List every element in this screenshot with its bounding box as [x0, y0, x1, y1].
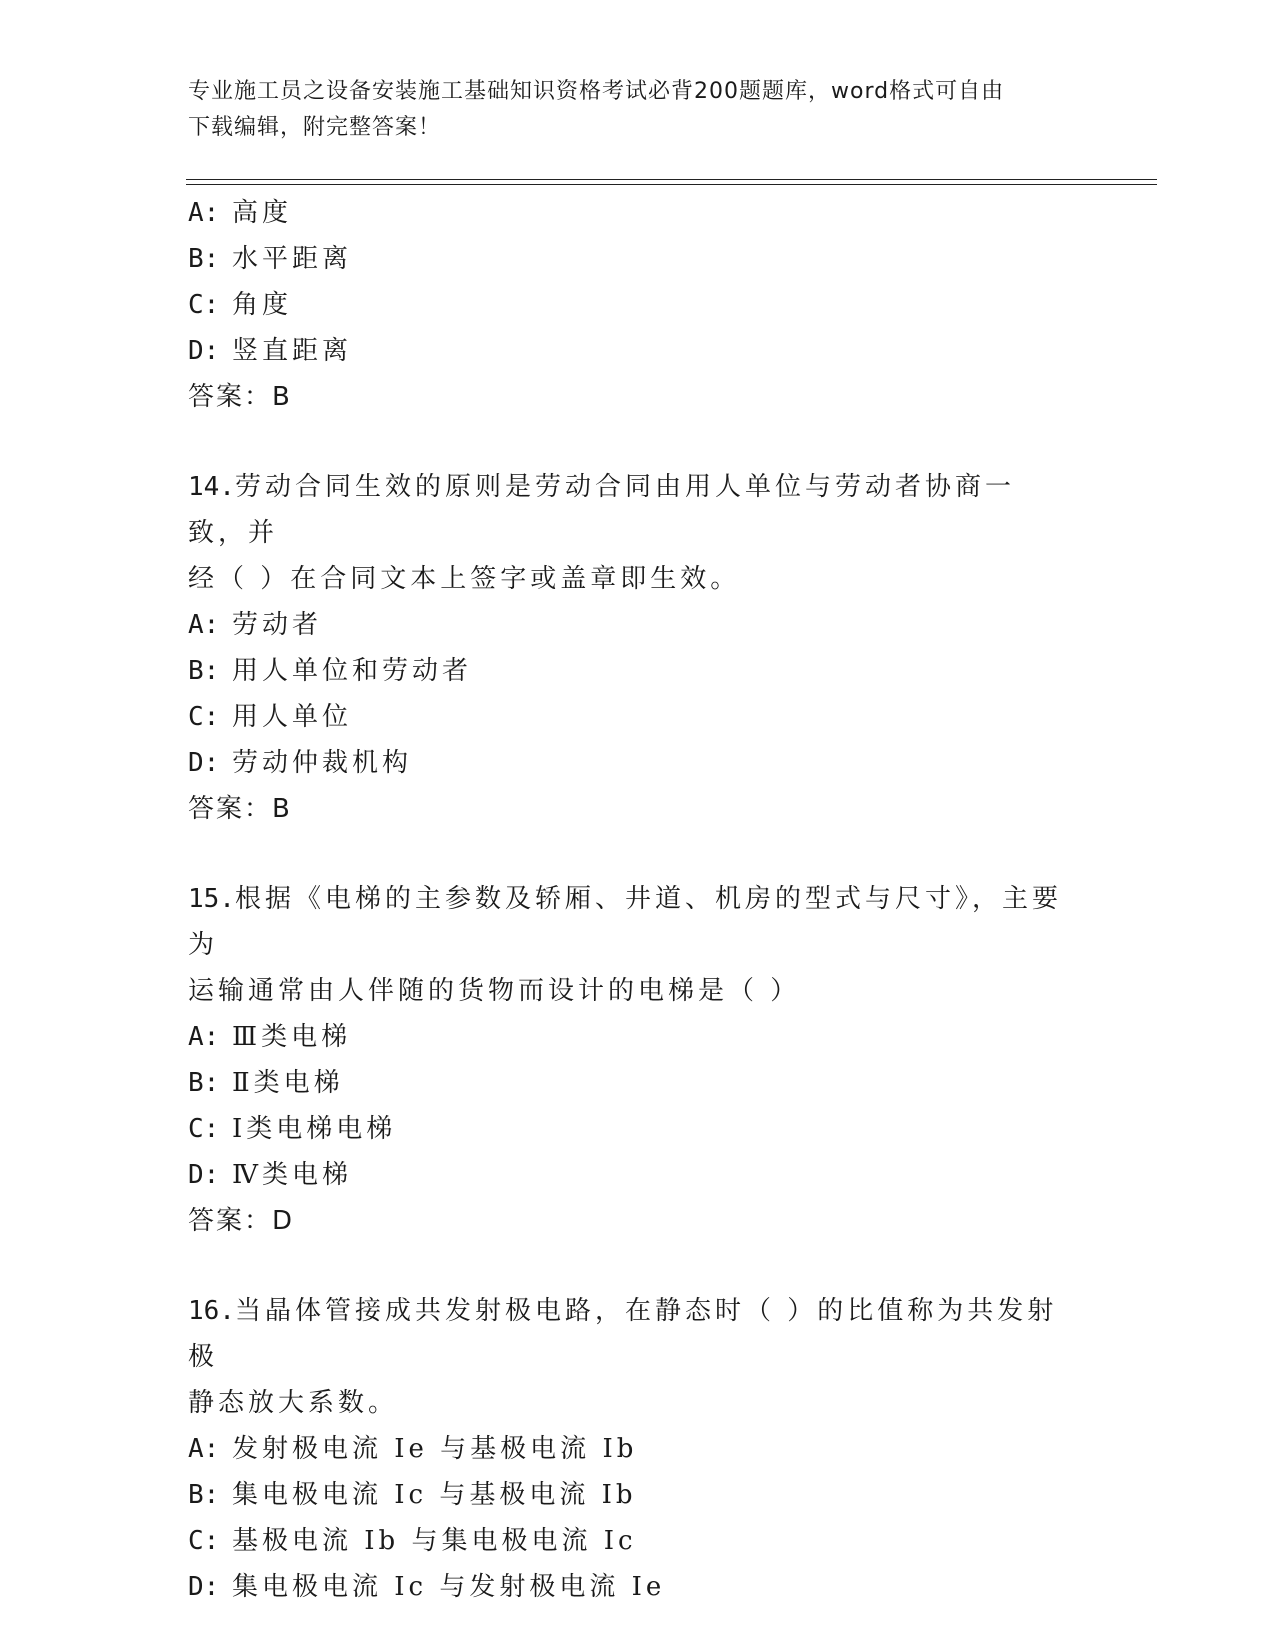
question-text [188, 876, 1068, 1014]
option-b [188, 648, 1088, 694]
option-a [188, 1014, 1088, 1060]
question-line-1: 当晶体管接成共发射极电路，在静态时（ ）的比值称为共发射极 [188, 1296, 1058, 1372]
option-c [188, 282, 1088, 328]
question-13 [188, 190, 1088, 420]
question-number: 16. [188, 1296, 235, 1326]
answer-label: 答案：D [188, 1206, 295, 1236]
question-line-2: 运输通常由人伴随的货物而设计的电梯是（ ） [188, 976, 801, 1006]
option-d [188, 740, 1088, 786]
option-letter: C: [188, 290, 220, 320]
option-a [188, 1426, 1088, 1472]
answer-label: 答案：B [188, 794, 292, 824]
question-number: 14. [188, 472, 235, 502]
document-header [188, 74, 1088, 146]
option-text: Ⅳ类电梯 [232, 1160, 352, 1190]
option-c [188, 694, 1088, 740]
header-divider-top [186, 179, 1157, 180]
question-line-2: 经（ ）在合同文本上签字或盖章即生效。 [188, 564, 741, 594]
option-b [188, 1060, 1088, 1106]
question-15 [188, 876, 1088, 1244]
question-line-1: 劳动合同生效的原则是劳动合同由用人单位与劳动者协商一致，并 [188, 472, 1015, 548]
option-letter: D: [188, 336, 220, 366]
option-letter: B: [188, 1068, 220, 1098]
option-letter: B: [188, 1480, 220, 1510]
option-d [188, 1152, 1088, 1198]
question-text [188, 1288, 1068, 1426]
option-text: 基极电流 Ib 与集电极电流 Ic [232, 1526, 637, 1556]
question-line-2: 静态放大系数。 [188, 1388, 399, 1418]
option-text: 劳动者 [232, 610, 323, 640]
option-c [188, 1106, 1088, 1152]
option-letter: D: [188, 748, 220, 778]
question-16 [188, 1288, 1088, 1610]
option-text: 发射极电流 Ie 与基极电流 Ib [232, 1434, 638, 1464]
option-text: 劳动仲裁机构 [232, 748, 413, 778]
option-b [188, 236, 1088, 282]
option-text: 竖直距离 [232, 336, 353, 366]
option-text: 用人单位和劳动者 [232, 656, 473, 686]
header-divider-bottom [186, 184, 1157, 185]
option-letter: D: [188, 1160, 220, 1190]
option-a [188, 602, 1088, 648]
header-line-2: 下载编辑，附完整答案！ [188, 115, 442, 140]
option-text: Ⅱ类电梯 [232, 1068, 344, 1098]
option-letter: D: [188, 1572, 220, 1602]
option-letter: A: [188, 1434, 220, 1464]
option-d [188, 1564, 1088, 1610]
option-a [188, 190, 1088, 236]
question-14 [188, 464, 1088, 832]
option-letter: A: [188, 1022, 220, 1052]
option-text: 集电极电流 Ic 与基极电流 Ib [232, 1480, 637, 1510]
header-line-1: 专业施工员之设备安装施工基础知识资格考试必背200题题库，word格式可自由 [188, 79, 1005, 104]
question-line-1: 根据《电梯的主参数及轿厢、井道、机房的型式与尺寸》，主要为 [188, 884, 1062, 960]
option-letter: C: [188, 1526, 220, 1556]
option-text: Ⅰ类电梯电梯 [232, 1114, 397, 1144]
question-list [188, 190, 1088, 1610]
option-letter: B: [188, 244, 220, 274]
option-letter: C: [188, 1114, 220, 1144]
option-letter: B: [188, 656, 220, 686]
question-text [188, 464, 1068, 602]
option-text: 水平距离 [232, 244, 353, 274]
option-text: 高度 [232, 198, 293, 228]
option-letter: A: [188, 198, 220, 228]
option-c [188, 1518, 1088, 1564]
option-text: 集电极电流 Ic 与发射极电流 Ie [232, 1572, 666, 1602]
option-d [188, 328, 1088, 374]
option-letter: A: [188, 610, 220, 640]
option-letter: C: [188, 702, 220, 732]
question-number: 15. [188, 884, 235, 914]
option-text: Ⅲ类电梯 [232, 1022, 352, 1052]
option-text: 用人单位 [232, 702, 353, 732]
answer-label: 答案：B [188, 382, 292, 412]
option-b [188, 1472, 1088, 1518]
option-text: 角度 [232, 290, 293, 320]
